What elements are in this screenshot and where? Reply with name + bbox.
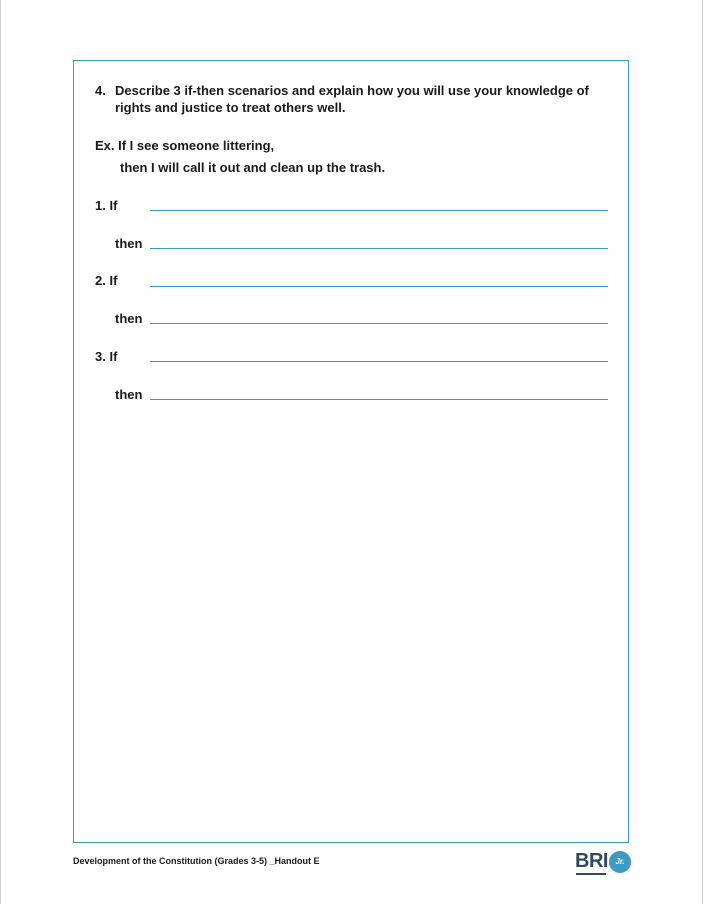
question-number: 4. (95, 83, 106, 98)
scenario-3-if-answer-line[interactable] (150, 361, 608, 362)
scenario-1-if-answer-line[interactable] (150, 210, 608, 211)
footer-title: Development of the Constitution (Grades 3-5) _Handout E (73, 856, 320, 866)
scenario-3-then-answer-line[interactable] (150, 399, 608, 400)
example-line-2: then I will call it out and clean up the trash. (120, 160, 386, 175)
scenario-2-then-label: then (115, 311, 143, 326)
scenario-3-if-label: 3. If (95, 349, 118, 364)
scenario-2-if-label: 2. If (95, 273, 118, 288)
scenario-2-if-answer-line[interactable] (150, 286, 608, 287)
question-text-line-2: rights and justice to treat others well. (115, 100, 346, 115)
content-frame (73, 60, 629, 843)
question-text-line-1: Describe 3 if-then scenarios and explain how you will use your knowledge of (115, 83, 589, 98)
scenario-2-then-answer-line[interactable] (150, 323, 608, 324)
scenario-1-then-label: then (115, 236, 143, 251)
bri-jr-logo (575, 849, 635, 879)
scenario-3-then-label: then (115, 387, 143, 402)
logo-text: BRI (575, 850, 608, 872)
example-line-1: Ex. If I see someone littering, (95, 138, 275, 153)
scenario-1-if-label: 1. If (95, 198, 118, 213)
scenario-1-then-answer-line[interactable] (150, 248, 608, 249)
logo-badge: Jr. (609, 851, 631, 873)
page-edge-left (0, 0, 1, 904)
logo-underline (576, 873, 606, 875)
